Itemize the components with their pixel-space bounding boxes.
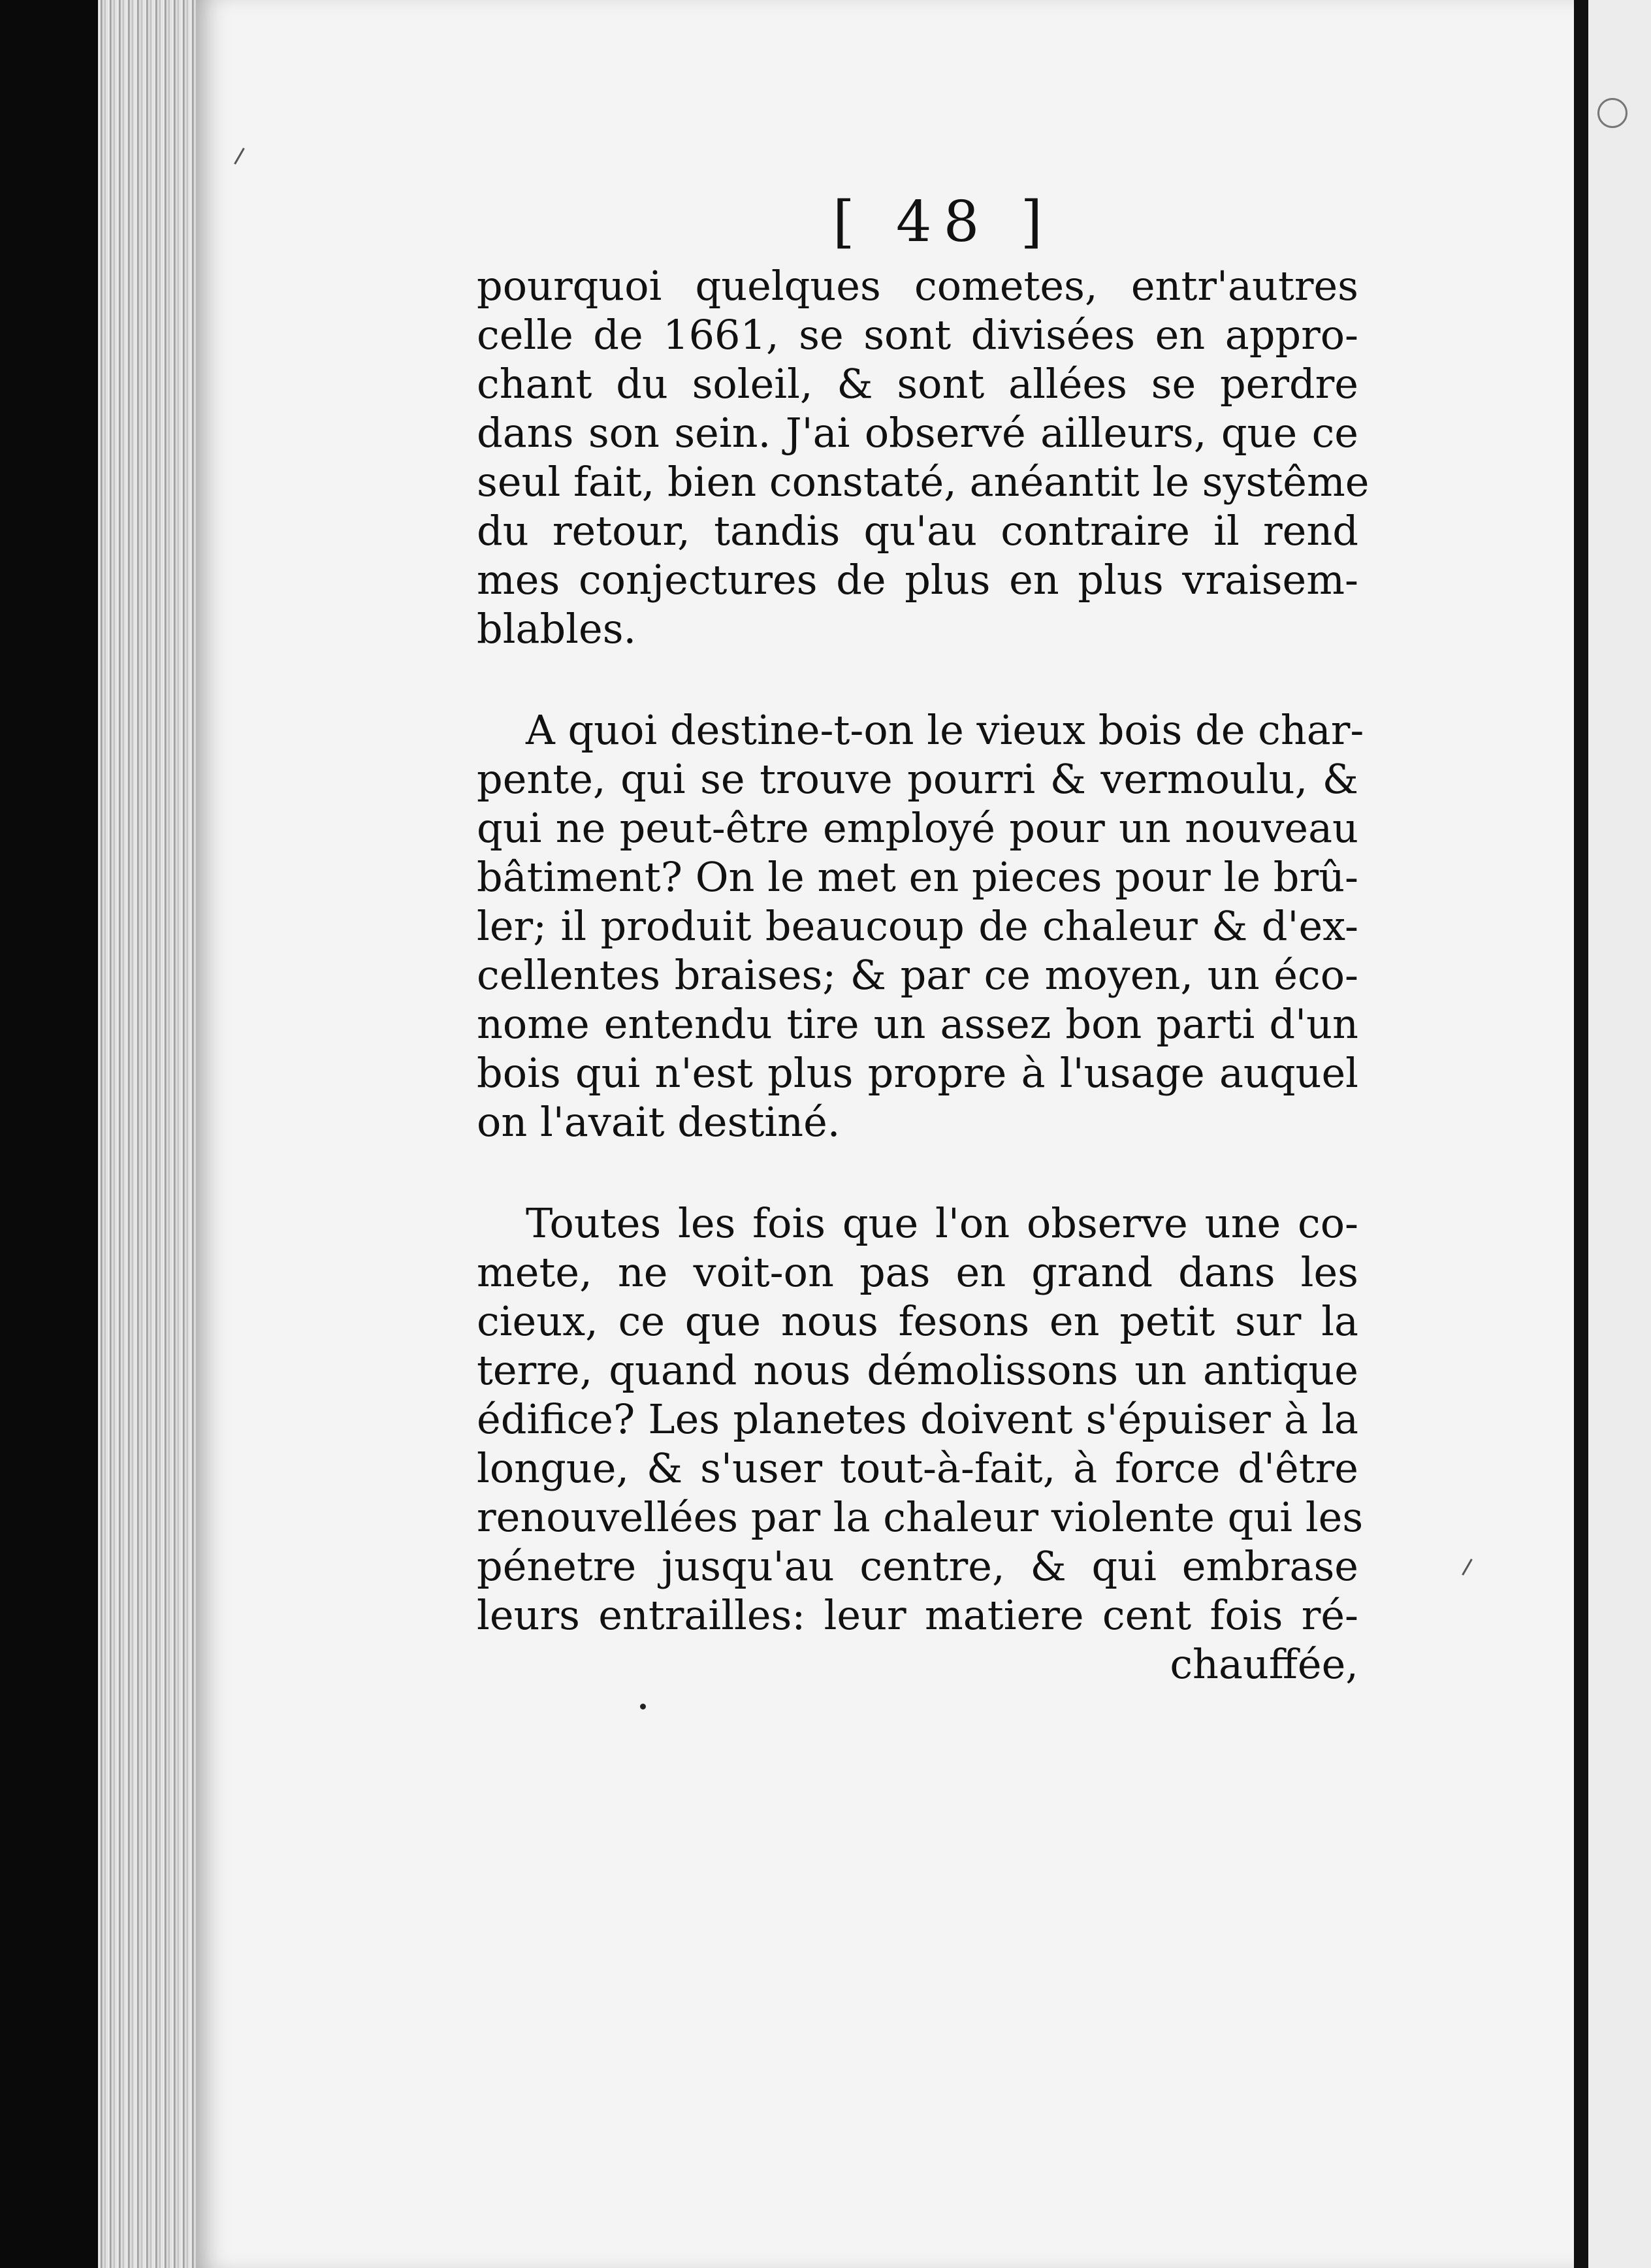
text-line: on l'avait destiné. [477,1098,841,1146]
text-line: cieux, ce que nous fesons en petit sur la [477,1297,1358,1345]
catchword: chauffée, [1170,1640,1358,1688]
gutter-shadow [1574,0,1588,2268]
text-line: leurs entrailles: leur matiere cent fois ré- [477,1591,1358,1639]
ink-speck [640,1704,646,1709]
text-line: édifice? Les planetes doivent s'épuiser à la [477,1395,1358,1443]
facing-page-edge [1588,0,1651,2268]
paragraph-3 [477,1199,1364,1640]
text-line: renouvellées par la chaleur violente qui les [477,1493,1364,1541]
text-line: chant du soleil, & sont allées se perdre [477,360,1358,408]
text-line: mete, ne voit-on pas en grand dans les [477,1248,1358,1296]
text-line: terre, quand nous démolissons un antique [477,1346,1358,1394]
text-line: celle de 1661, se sont divisées en appro- [477,311,1358,359]
text-line: cellentes braises; & par ce moyen, un éco- [477,951,1358,999]
text-line: seul fait, bien constaté, anéantit le systême [477,458,1370,506]
text-line: blables. [477,605,637,653]
text-line: bâtiment? On le met en pieces pour le brû- [477,853,1358,901]
text-line: mes conjectures de plus en plus vraisem- [477,556,1358,604]
text-line: Toutes les fois que l'on observe une co- [526,1199,1358,1247]
text-line: ler; il produit beaucoup de chaleur & d'ex- [477,902,1358,950]
text-line: du retour, tandis qu'au contraire il rend [477,507,1358,555]
paragraph-1 [477,261,1370,653]
paragraph-gap [477,653,1358,705]
text-line: pénetre jusqu'au centre, & qui embrase [477,1542,1358,1590]
text-line: A quoi destine-t-on le vieux bois de char- [526,706,1364,754]
book-page-edges [98,0,209,2268]
body-text [477,261,1370,1689]
text-line: bois qui n'est plus propre à l'usage auquel [477,1049,1358,1097]
page-number: [ 48 ] [833,189,1055,255]
text-line: longue, & s'user tout-à-fait, à force d'être [477,1444,1358,1492]
paragraph-2 [477,705,1364,1146]
text-line: pente, qui se trouve pourri & vermoulu, & [477,755,1358,803]
stain-mark [1597,98,1627,128]
text-line: qui ne peut-être employé pour un nouveau [477,804,1358,852]
text-line: pourquoi quelques cometes, entr'autres [477,262,1358,310]
text-line: nome entendu tire un assez bon parti d'un [477,1000,1358,1048]
text-line: dans son sein. J'ai observé ailleurs, que ce [477,409,1358,457]
paragraph-gap [477,1146,1358,1199]
